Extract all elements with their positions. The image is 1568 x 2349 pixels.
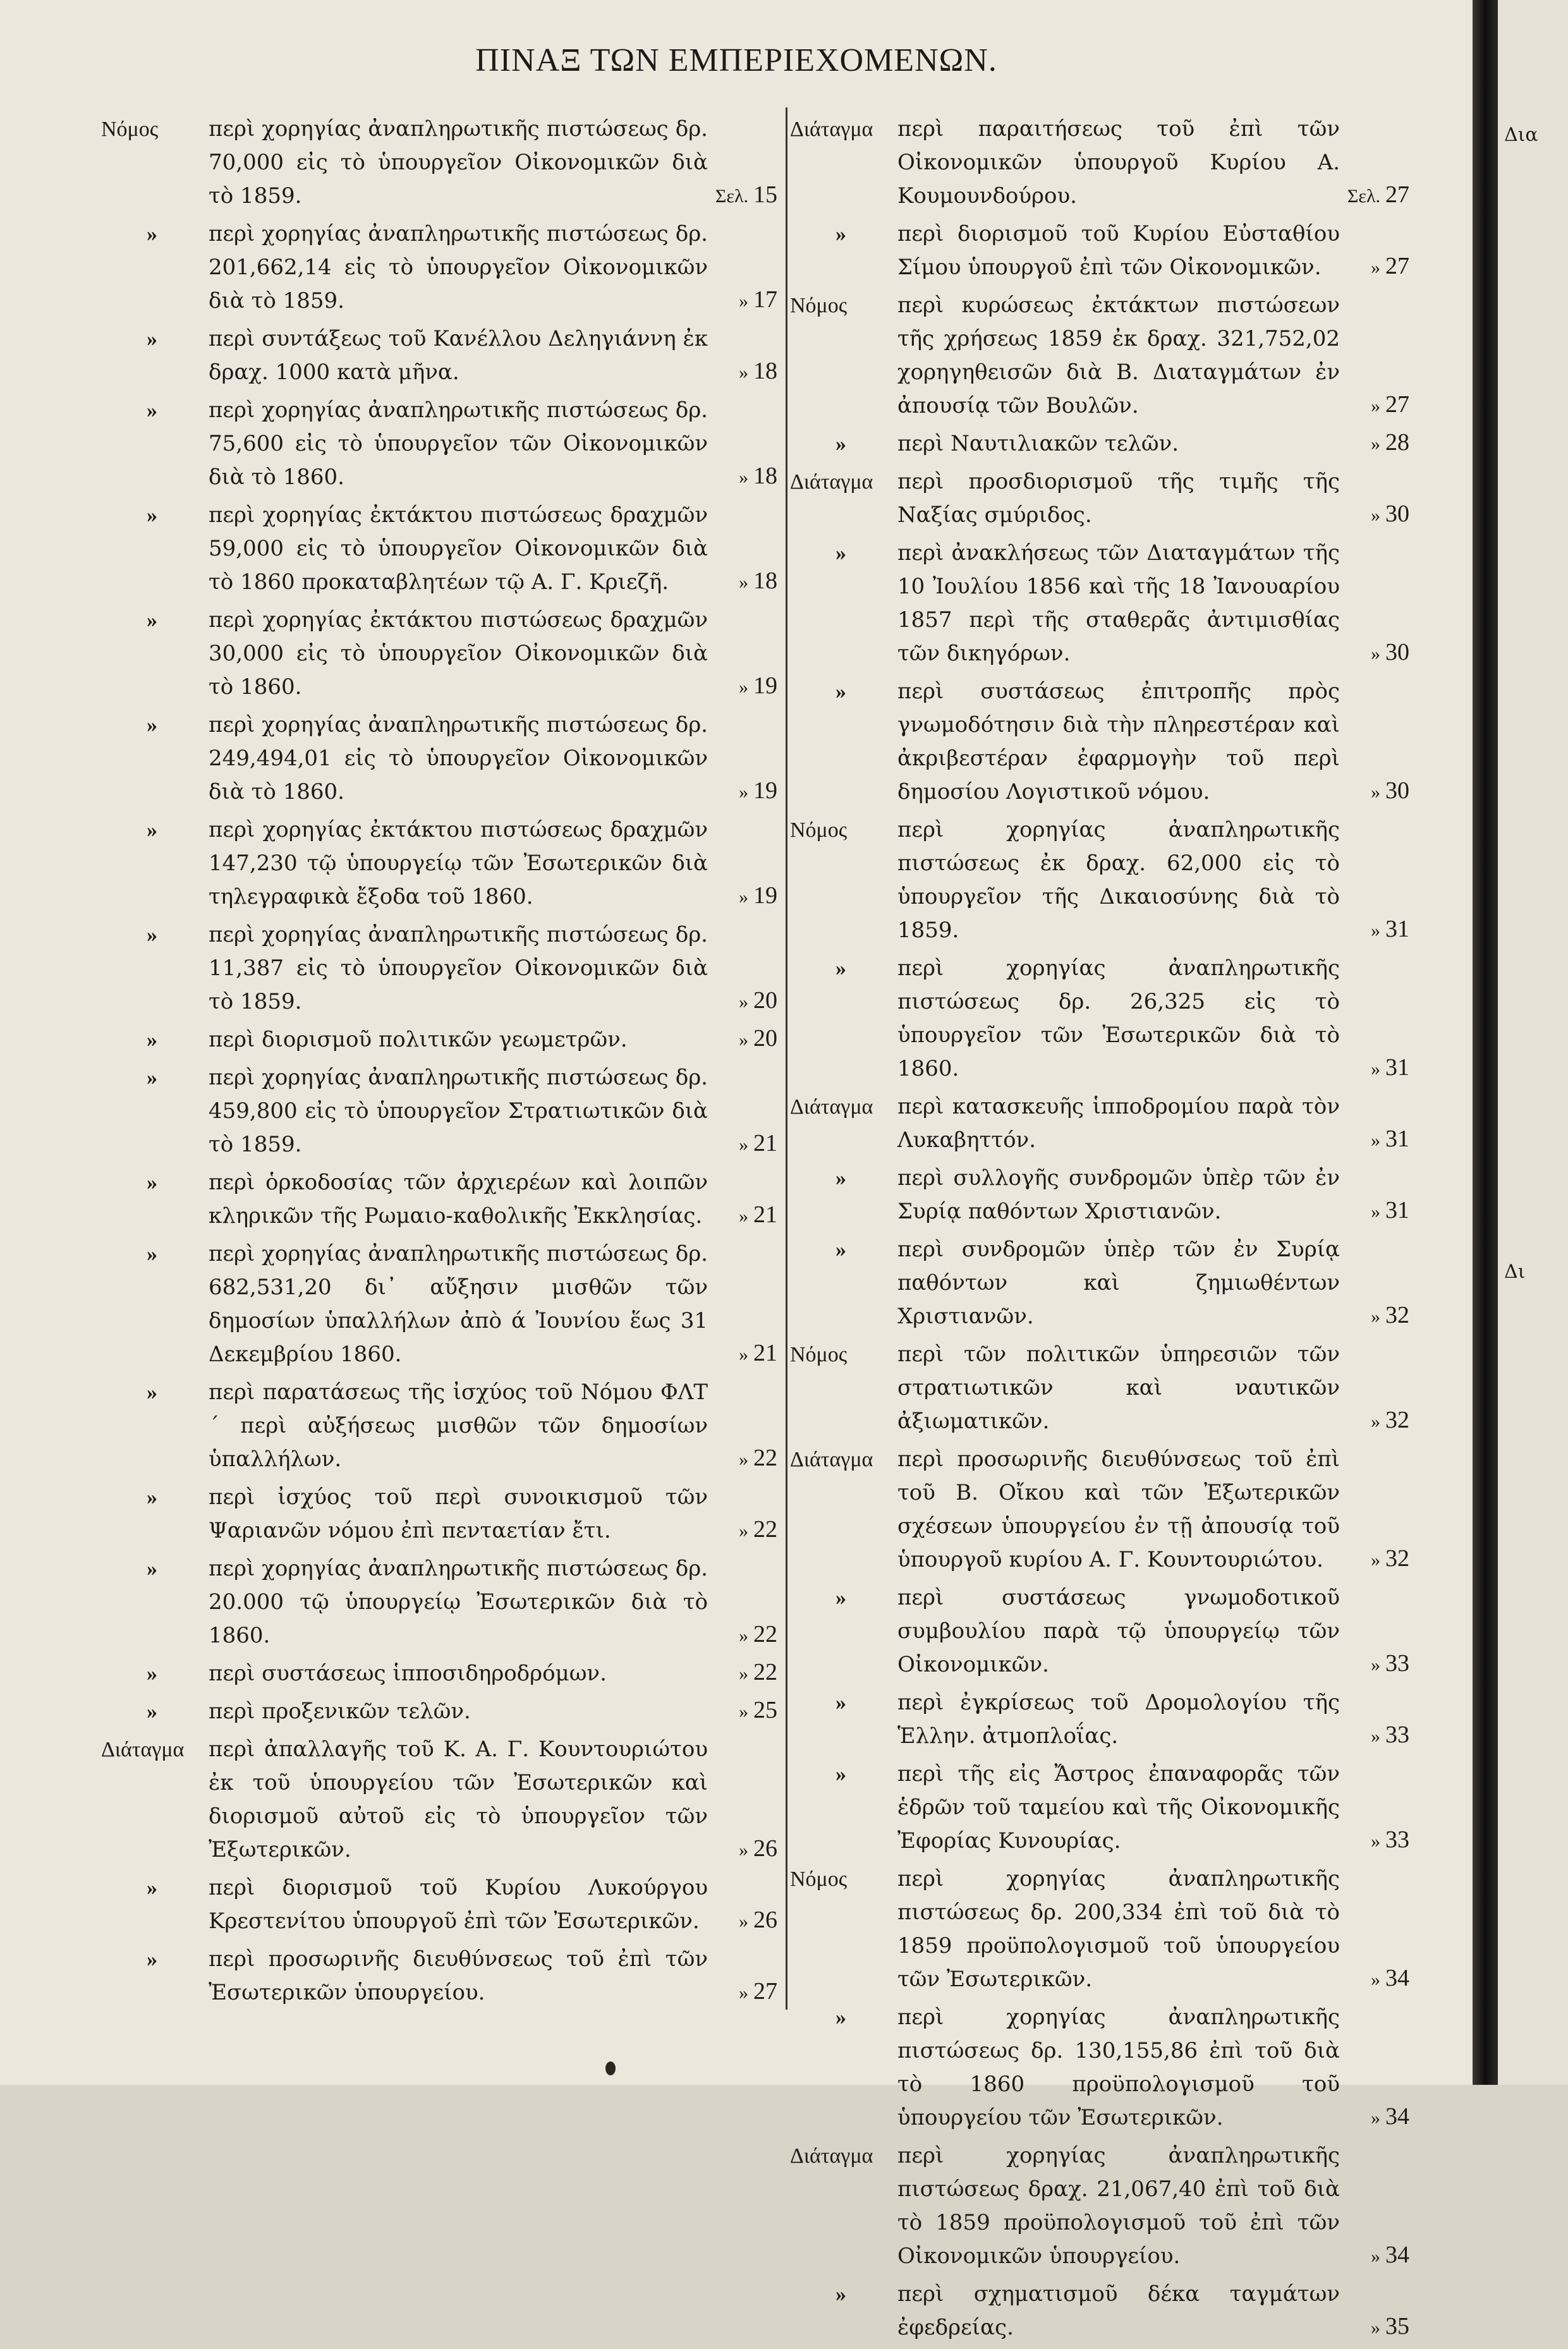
entry-page-ref	[709, 1022, 777, 1057]
entry-kind: »	[147, 1028, 157, 1052]
page-prefix: »	[739, 1625, 748, 1646]
entry-page-ref	[709, 1656, 777, 1690]
adjacent-page-edge	[1498, 0, 1568, 2085]
ink-blot	[605, 2061, 616, 2075]
toc-entry	[101, 1552, 777, 1653]
entry-kind: Νόμος	[790, 1343, 848, 1366]
entry-kind: »	[836, 542, 846, 565]
page-number: 26	[753, 1907, 777, 1933]
page-prefix: »	[739, 1029, 748, 1050]
page-number: 33	[1385, 1650, 1409, 1677]
page-number: 15	[753, 181, 777, 208]
entry-description: περὶ χορηγίας ἐκτάκτου πιστώσεως δραχμῶν 59,000 εἰς τὸ ὑπουργεῖον Οἰκονομικῶν διὰ τὸ 1860 προκαταβλητέων τῷ Α. Γ. Κριεζῆ.	[209, 502, 708, 595]
page-number: 22	[753, 1516, 777, 1543]
page-number: 35	[1385, 2313, 1409, 2340]
entry-description: περὶ χορηγίας ἀναπληρωτικῆς πιστώσεως δρ. 459,800 εἰς τὸ ὑπουργεῖον Στρατιωτικῶν διὰ τὸ 1859.	[209, 1065, 708, 1157]
entry-kind: »	[147, 609, 157, 632]
entry-description: περὶ χορηγίας ἀναπληρωτικῆς πιστώσεως δρ. 26,325 εἰς τὸ ὑπουργεῖον τῶν Ἐσωτερικῶν διὰ τὸ 1860.	[897, 956, 1340, 1081]
toc-entry	[790, 1090, 1409, 1157]
entry-description: περὶ χορηγίας ἀναπληρωτικῆς πιστώσεως δρ. 130,155,86 ἐπὶ τοῦ διὰ τὸ 1860 προϋπολογισμοῦ τοῦ ὑπουργείου τῶν Ἐσωτερικῶν.	[897, 2005, 1340, 2130]
column-divider	[786, 107, 787, 2010]
entry-page-ref	[1341, 250, 1409, 284]
page-number: 22	[753, 1445, 777, 1471]
entry-page-ref	[1341, 388, 1409, 423]
toc-entry	[101, 217, 777, 318]
page-prefix: »	[1371, 257, 1380, 278]
page-number: 22	[753, 1621, 777, 1648]
page-prefix: »	[739, 1911, 748, 1932]
page-prefix: »	[739, 362, 748, 383]
page-number: 19	[753, 777, 777, 804]
entry-description: περὶ ἀπαλλαγῆς τοῦ Κ. Α. Γ. Κουντουριώτου ἐκ τοῦ ὑπουργείου τῶν Ἐσωτερικῶν καὶ διορισμοῦ αὐτοῦ εἰς τὸ ὑπουργεῖον τῶν Ἐξωτερικῶν.	[209, 1737, 708, 1862]
entry-page-ref	[709, 1337, 777, 1371]
entry-description: περὶ χορηγίας ἀναπληρωτικῆς πιστώσεως δρ. 200,334 ἐπὶ τοῦ διὰ τὸ 1859 προϋπολογισμοῦ τοῦ ὑπουργείου τῶν Ἐσωτερικῶν.	[897, 1866, 1340, 1992]
page-prefix: »	[739, 1982, 748, 2003]
page-prefix: »	[739, 1701, 748, 1722]
page-number: 27	[753, 1978, 777, 2005]
page-prefix: »	[1371, 2246, 1380, 2267]
toc-entry	[790, 813, 1409, 947]
entry-page-ref	[1341, 1122, 1409, 1157]
entry-description: περὶ χορηγίας ἀναπληρωτικῆς πιστώσεως δρ. 249,494,01 εἰς τὸ ὑπουργεῖον Οἰκονομικῶν διὰ τὸ 1860.	[209, 712, 708, 804]
entry-kind: »	[147, 504, 157, 527]
toc-entry	[790, 1233, 1409, 1333]
page-prefix: »	[1371, 2317, 1380, 2338]
entry-description: περὶ χορηγίας ἀναπληρωτικῆς πιστώσεως δρ. 20.000 τῷ ὑπουργείῳ Ἐσωτερικῶν διὰ τὸ 1860.	[209, 1556, 708, 1648]
page-number: 31	[1385, 1054, 1409, 1081]
entry-description: περὶ συστάσεως ἐπιτροπῆς πρὸς γνωμοδότησιν διὰ τὴν πληρεστέραν καὶ ἀκριβεστέραν ἐφαρμογὴν τοῦ περὶ δημοσίου Λογιστικοῦ νόμου.	[897, 679, 1340, 804]
page-prefix: »	[1371, 1726, 1380, 1747]
page-number: 19	[753, 672, 777, 699]
page-number: 27	[1385, 253, 1409, 279]
page-prefix: »	[739, 782, 748, 803]
entry-description: περὶ συλλογῆς συνδρομῶν ὑπὲρ τῶν ἐν Συρίᾳ παθόντων Χριστιανῶν.	[897, 1165, 1340, 1224]
entry-description: περὶ χορηγίας ἀναπληρωτικῆς πιστώσεως δρ. 70,000 εἰς τὸ ὑπουργεῖον Οἰκονομικῶν διὰ τὸ 1859.	[209, 116, 708, 209]
entry-page-ref	[1341, 1051, 1409, 1086]
page-number: 30	[1385, 501, 1409, 527]
entry-page-ref	[1341, 497, 1409, 532]
page-prefix: »	[739, 1344, 748, 1365]
entry-kind: Νόμος	[790, 1867, 848, 1891]
entry-kind: Διάταγμα	[790, 118, 873, 141]
entry-page-ref	[1341, 426, 1409, 461]
entry-description: περὶ χορηγίας ἀναπληρωτικῆς πιστώσεως δρ. 201,662,14 εἰς τὸ ὑπουργεῖον Οἰκονομικῶν διὰ τὸ 1859.	[209, 221, 708, 313]
entry-description: περὶ συστάσεως ἱπποσιδηροδρόμων.	[209, 1661, 607, 1686]
page-number: 30	[1385, 639, 1409, 665]
entry-description: περὶ διορισμοῦ τοῦ Κυρίου Εὐσταθίου Σίμου ὑπουργοῦ ἐπὶ τῶν Οἰκονομικῶν.	[897, 221, 1340, 280]
entry-page-ref	[1341, 774, 1409, 809]
entry-description: περὶ συνδρομῶν ὑπὲρ τῶν ἐν Συρίᾳ παθόντων καὶ ζημιωθέντων Χριστιανῶν.	[897, 1237, 1340, 1329]
page-prefix: »	[1371, 1059, 1380, 1079]
entry-kind: »	[147, 399, 157, 422]
page-prefix: »	[1371, 920, 1380, 941]
toc-entry	[101, 1943, 777, 2010]
entry-description: περὶ χορηγίας ἀναπληρωτικῆς πιστώσεως ἐκ δραχ. 62,000 εἰς τὸ ὑπουργεῖον τῆς Δικαιοσύνης διὰ τὸ 1859.	[897, 817, 1340, 943]
entry-description: περὶ χορηγίας ἀναπληρωτικῆς πιστώσεως δρ. 11,387 εἰς τὸ ὑπουργεῖον Οἰκονομικῶν διὰ τὸ 1859.	[209, 922, 708, 1014]
entry-kind: Νόμος	[790, 294, 848, 317]
page-number: 32	[1385, 1407, 1409, 1433]
page-prefix: »	[1371, 396, 1380, 416]
entry-kind: »	[147, 923, 157, 947]
toc-entry	[101, 813, 777, 914]
entry-kind: Νόμος	[790, 818, 848, 842]
entry-kind: »	[147, 1557, 157, 1581]
entry-description: περὶ διορισμοῦ τοῦ Κυρίου Λυκούργου Κρεστενίτου ὑπουργοῦ ἐπὶ τῶν Ἐσωτερικῶν.	[209, 1875, 708, 1934]
entry-description: περὶ τῶν πολιτικῶν ὑπηρεσιῶν τῶν στρατιωτικῶν καὶ ναυτικῶν ἀξιωματικῶν.	[897, 1342, 1340, 1434]
toc-entry	[101, 1237, 777, 1371]
entry-kind: »	[836, 1238, 846, 1261]
entry-kind: »	[836, 222, 846, 246]
page-prefix: »	[739, 1840, 748, 1860]
toc-entry	[101, 499, 777, 599]
page-number: 19	[753, 882, 777, 909]
entry-page-ref	[1341, 1718, 1409, 1753]
entry-page-ref	[1341, 2310, 1409, 2345]
book-gutter	[1473, 0, 1498, 2085]
page-number: 20	[753, 987, 777, 1014]
page-number: 18	[753, 358, 777, 384]
page-number: 21	[753, 1201, 777, 1228]
entry-description: περὶ χορηγίας ἀναπληρωτικῆς πιστώσεως δρ. 682,531,20 δι᾽ αὔξησιν μισθῶν τῶν δημοσίων ὑπαλλήλων ἀπὸ ά Ἰουνίου ἕως 31 Δεκεμβρίου 1860.	[209, 1241, 708, 1367]
page-prefix: »	[739, 1449, 748, 1470]
entry-kind: Διάταγμα	[101, 1738, 185, 1761]
page-number: 21	[753, 1340, 777, 1366]
entry-page-ref	[709, 355, 777, 389]
page-number: 33	[1385, 1826, 1409, 1853]
page-number: 17	[753, 286, 777, 313]
page-prefix: »	[739, 1206, 748, 1227]
entry-kind: »	[147, 1948, 157, 1971]
toc-entry	[790, 217, 1409, 284]
toc-right-column	[790, 112, 1409, 2349]
toc-entry	[101, 112, 777, 213]
entry-kind: »	[836, 1763, 846, 1786]
toc-entry	[790, 537, 1409, 671]
page-number: 34	[1385, 2242, 1409, 2268]
page-prefix: »	[739, 467, 748, 488]
entry-kind: Διάταγμα	[790, 1448, 873, 1471]
toc-entry	[790, 952, 1409, 1086]
page-number: 34	[1385, 2103, 1409, 2130]
toc-entry	[790, 1862, 1409, 1996]
entry-kind: »	[147, 1066, 157, 1090]
entry-description: περὶ κυρώσεως ἐκτάκτων πιστώσεων τῆς χρήσεως 1859 ἐκ δραχ. 321,752,02 χορηγηθεισῶν διὰ Β. Διαταγμάτων ἐν ἀπουσίᾳ τῶν Βουλῶν.	[897, 293, 1340, 418]
page-number: 33	[1385, 1721, 1409, 1748]
page-number: 21	[753, 1130, 777, 1156]
page-prefix: »	[739, 1663, 748, 1684]
entry-kind: »	[147, 222, 157, 246]
page-prefix: »	[739, 992, 748, 1012]
toc-entry	[101, 708, 777, 809]
entry-kind: »	[147, 1242, 157, 1266]
toc-entry	[790, 1581, 1409, 1682]
entry-description: περὶ προσωρινῆς διευθύνσεως τοῦ ἐπὶ τοῦ Β. Οἴκου καὶ τῶν Ἐξωτερικῶν σχέσεων ὑπουργείου ἐν τῇ ἀπουσίᾳ τοῦ ὑπουργοῦ κυρίου Α. Γ. Κουντουριώτου.	[897, 1447, 1340, 1572]
adjacent-page-fragment: Δι	[1504, 1261, 1526, 1283]
toc-entry	[790, 2278, 1409, 2345]
page-number: 32	[1385, 1545, 1409, 1572]
toc-entry	[101, 1871, 777, 1938]
page-number: 28	[1385, 429, 1409, 456]
entry-page-ref	[1341, 913, 1409, 947]
toc-entry	[790, 675, 1409, 809]
page-number: 31	[1385, 1126, 1409, 1152]
entry-description: περὶ χορηγίας ἐκτάκτου πιστώσεως δραχμῶν 147,230 τῷ ὑπουργείῳ τῶν Ἐσωτερικῶν διὰ τηλεγραφικὰ ἔξοδα τοῦ 1860.	[209, 817, 708, 909]
page-prefix: »	[1371, 782, 1380, 803]
toc-entry	[790, 1338, 1409, 1438]
entry-page-ref	[709, 1513, 777, 1548]
page-prefix: »	[739, 887, 748, 907]
page-prefix: »	[739, 677, 748, 698]
entry-kind: Διάταγμα	[790, 2144, 873, 2168]
entry-description: περὶ ἰσχύος τοῦ περὶ συνοικισμοῦ τῶν Ψαριανῶν νόμου ἐπὶ πενταετίαν ἔτι.	[209, 1484, 708, 1543]
entry-description: περὶ ἐγκρίσεως τοῦ Δρομολογίου τῆς Ἑλλην. ἀτμοπλοΐας.	[897, 1690, 1340, 1749]
entry-kind: »	[147, 327, 157, 351]
page-prefix: »	[739, 1134, 748, 1155]
page-prefix: »	[1371, 1306, 1380, 1327]
toc-entry	[101, 1657, 777, 1690]
entry-kind: »	[147, 1381, 157, 1404]
entry-description: περὶ χορηγίας ἀναπληρωτικῆς πιστώσεως δρ. 75,600 εἰς τὸ ὑπουργεῖον τῶν Οἰκονομικῶν διὰ τὸ 1860.	[209, 398, 708, 490]
entry-kind: »	[147, 1700, 157, 1723]
page-prefix: »	[739, 572, 748, 593]
entry-page-ref	[709, 1832, 777, 1867]
toc-entry	[790, 465, 1409, 532]
entry-description: περὶ Ναυτιλιακῶν τελῶν.	[897, 431, 1179, 456]
toc-entry	[790, 1686, 1409, 1753]
page-number: 27	[1385, 391, 1409, 418]
toc-entry	[101, 1695, 777, 1728]
entry-description: περὶ διορισμοῦ πολιτικῶν γεωμετρῶν.	[209, 1027, 628, 1052]
entry-kind: Νόμος	[101, 118, 159, 141]
toc-entry	[790, 112, 1409, 213]
page-prefix: »	[1371, 1201, 1380, 1222]
toc-entry	[101, 918, 777, 1019]
entry-page-ref	[1341, 1823, 1409, 1858]
page-number: 18	[753, 568, 777, 594]
page-number: 26	[753, 1835, 777, 1862]
page-number: 34	[1385, 1965, 1409, 1991]
page-prefix: »	[739, 1520, 748, 1541]
page-number: 22	[753, 1659, 777, 1685]
page-number: 32	[1385, 1302, 1409, 1328]
entry-description: περὶ συντάξεως τοῦ Κανέλλου Δεληγιάννη ἐκ δραχ. 1000 κατὰ μῆνα.	[209, 326, 708, 385]
entry-kind: »	[836, 432, 846, 456]
entry-description: περὶ παρατάσεως τῆς ἰσχύος τοῦ Νόμου ΦΛΤ´ περὶ αὐξήσεως μισθῶν τῶν δημοσίων ὑπαλλήλων.	[209, 1380, 708, 1472]
entry-page-ref	[709, 1903, 777, 1938]
toc-entry	[101, 322, 777, 389]
toc-entry	[790, 2001, 1409, 2135]
entry-page-ref	[709, 984, 777, 1019]
page-prefix: »	[1371, 1969, 1380, 1990]
entry-page-ref	[709, 283, 777, 318]
entry-page-ref	[709, 178, 777, 213]
entry-page-ref	[1341, 1542, 1409, 1577]
toc-entry	[101, 1061, 777, 1162]
entry-kind: Διάταγμα	[790, 470, 873, 494]
entry-kind: »	[836, 2006, 846, 2029]
page-prefix: »	[1371, 1550, 1380, 1570]
entry-kind: »	[147, 713, 157, 737]
page-prefix: »	[1371, 2108, 1380, 2128]
entry-description: περὶ ὁρκοδοσίας τῶν ἀρχιερέων καὶ λοιπῶν κληρικῶν τῆς Ρωμαιο-καθολικῆς Ἐκκλησίας.	[209, 1170, 708, 1229]
entry-kind: »	[147, 1486, 157, 1509]
page-number: 20	[753, 1025, 777, 1052]
page-number: 31	[1385, 916, 1409, 942]
page-prefix: »	[1371, 1654, 1380, 1675]
entry-page-ref	[1341, 1299, 1409, 1333]
entry-description: περὶ ἀνακλήσεως τῶν Διαταγμάτων τῆς 10 Ἰουλίου 1856 καὶ τῆς 18 Ἰανουαρίου 1857 περὶ τῆς σταθερᾶς ἀντιμισθίας τῶν δικηγόρων.	[897, 540, 1340, 666]
page-prefix: »	[1371, 1831, 1380, 1852]
entry-page-ref	[1341, 1194, 1409, 1229]
entry-kind: »	[836, 680, 846, 703]
entry-page-ref	[709, 879, 777, 914]
entry-kind: »	[147, 818, 157, 842]
page-title: ΠΙΝΑΞ ΤΩΝ ΕΜΠΕΡΙΕΧΟΜΕΝΩΝ.	[475, 42, 997, 78]
page-prefix: Σελ.	[715, 186, 748, 207]
entry-page-ref	[709, 1198, 777, 1233]
toc-entry	[790, 427, 1409, 461]
entry-kind: »	[836, 1691, 846, 1715]
toc-entry	[101, 394, 777, 494]
entry-page-ref	[709, 1127, 777, 1162]
adjacent-page-fragment: Δια	[1504, 124, 1538, 146]
entry-page-ref	[1341, 2238, 1409, 2273]
page-number: 18	[753, 463, 777, 489]
entry-page-ref	[709, 1442, 777, 1476]
entry-description: περὶ παραιτήσεως τοῦ ἐπὶ τῶν Οἰκονομικῶν ὑπουργοῦ Κυρίου Α. Κουμουνδούρου.	[897, 116, 1340, 209]
toc-entry	[790, 289, 1409, 423]
entry-page-ref	[709, 564, 777, 599]
page-prefix: »	[1371, 1130, 1380, 1151]
entry-kind: »	[836, 1586, 846, 1610]
entry-page-ref	[1341, 2100, 1409, 2135]
entry-kind: »	[836, 1167, 846, 1190]
entry-kind: »	[147, 1876, 157, 1900]
page-prefix: »	[1371, 1411, 1380, 1432]
toc-entry	[101, 604, 777, 704]
toc-entry	[101, 1023, 777, 1057]
entry-description: περὶ χορηγίας ἐκτάκτου πιστώσεως δραχμῶν 30,000 εἰς τὸ ὑπουργεῖον Οἰκονομικῶν διὰ τὸ 1860.	[209, 607, 708, 700]
entry-description: περὶ χορηγίας ἀναπληρωτικῆς πιστώσεως δραχ. 21,067,40 ἐπὶ τοῦ διὰ τὸ 1859 προϋπολογισμοῦ τοῦ ἐπὶ τῶν Οἰκονομικῶν ὑπουργείου.	[897, 2143, 1340, 2269]
entry-kind: »	[147, 1662, 157, 1685]
entry-page-ref	[1341, 636, 1409, 671]
entry-page-ref	[1341, 1647, 1409, 1682]
toc-entry	[790, 1757, 1409, 1858]
toc-entry	[101, 1166, 777, 1233]
toc-entry	[790, 1162, 1409, 1229]
page-number: 27	[1385, 181, 1409, 208]
entry-description: περὶ συστάσεως γνωμοδοτικοῦ συμβουλίου παρὰ τῷ ὑπουργείῳ τῶν Οἰκονομικῶν.	[897, 1585, 1340, 1677]
entry-page-ref	[1341, 1404, 1409, 1438]
entry-page-ref	[709, 1694, 777, 1728]
entry-page-ref	[1341, 178, 1409, 213]
entry-page-ref	[709, 774, 777, 809]
entry-page-ref	[709, 459, 777, 494]
entry-page-ref	[709, 1618, 777, 1653]
entry-description: περὶ σχηματισμοῦ δέκα ταγμάτων ἐφεδρείας.	[897, 2281, 1340, 2340]
page-prefix: »	[1371, 505, 1380, 526]
entry-description: περὶ προσωρινῆς διευθύνσεως τοῦ ἐπὶ τῶν Ἐσωτερικῶν ὑπουργείου.	[209, 1946, 708, 2005]
page-number: 31	[1385, 1197, 1409, 1223]
entry-description: περὶ τῆς εἰς Ἄστρος ἐπαναφορᾶς τῶν ἑδρῶν τοῦ ταμείου καὶ τῆς Οἰκονομικῆς Ἐφορίας Κυνουρίας.	[897, 1761, 1340, 1854]
entry-page-ref	[1341, 1962, 1409, 1996]
toc-entry	[790, 2139, 1409, 2273]
toc-entry	[101, 1376, 777, 1476]
page-prefix: »	[739, 291, 748, 312]
page-prefix: Σελ.	[1347, 186, 1380, 207]
entry-description: περὶ κατασκευῆς ἱπποδρομίου παρὰ τὸν Λυκαβηττόν.	[897, 1094, 1340, 1153]
entry-page-ref	[709, 669, 777, 704]
toc-entry	[101, 1481, 777, 1548]
toc-entry	[790, 1443, 1409, 1577]
page-number: 25	[753, 1697, 777, 1723]
entry-description: περὶ προσδιορισμοῦ τῆς τιμῆς τῆς Ναξίας σμύριδος.	[897, 469, 1340, 528]
entry-page-ref	[709, 1975, 777, 2010]
entry-kind: »	[147, 1171, 157, 1194]
page-number: 30	[1385, 777, 1409, 804]
entry-description: περὶ προξενικῶν τελῶν.	[209, 1699, 471, 1724]
entry-kind: Διάταγμα	[790, 1095, 873, 1119]
page-prefix: »	[1371, 643, 1380, 664]
page-prefix: »	[1371, 434, 1380, 454]
entry-kind: »	[836, 957, 846, 980]
entry-kind: »	[836, 2283, 846, 2306]
toc-entry	[101, 1733, 777, 1867]
toc-left-column	[101, 112, 777, 2014]
